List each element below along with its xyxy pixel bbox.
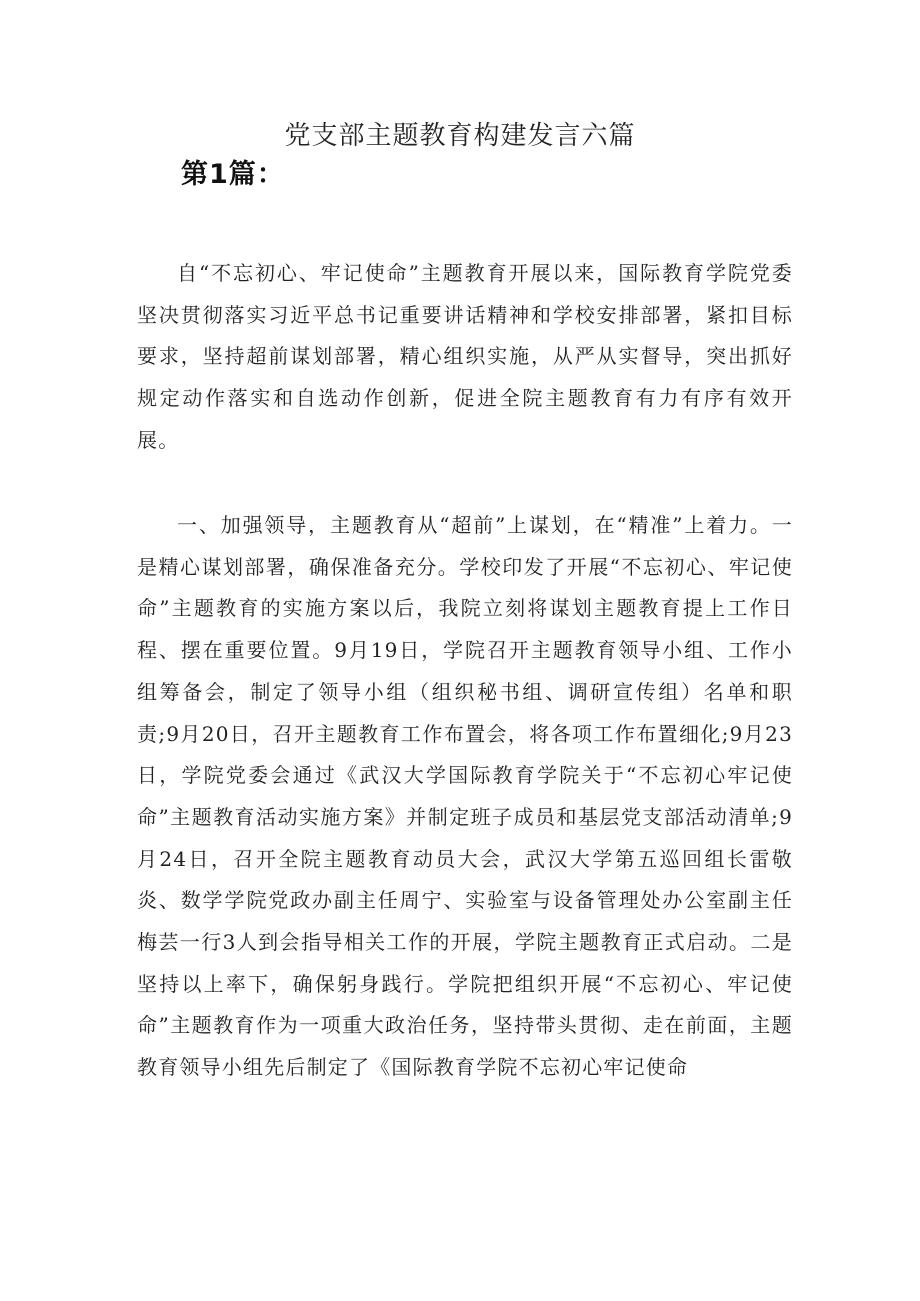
document-title: 党支部主题教育构建发言六篇 [284, 121, 636, 151]
body-paragraph: 自“不忘初心、牢记使命”主题教育开展以来，国际教育学院党委坚决贯彻落实习近平总书记重要讲话精神和学校安排部署，紧扣目标要求，坚持超前谋划部署，精心组织实施，从严从实督导，突出抓好规定动作落实和自选动作创新，促进全院主题教育有力有序有效开展。 [137, 261, 793, 452]
section-heading: 第1篇： [181, 159, 285, 190]
body-paragraph: 一、加强领导，主题教育从“超前”上谋划，在“精准”上着力。一是精心谋划部署，确保准备充分。学校印发了开展“不忘初心、牢记使命”主题教育的实施方案以后，我院立刻将谋划主题教育提上工作日程、摆在重要位置。9月19日，学院召开主题教育领导小组、工作小组筹备会，制定了领导小组（组织秘书组、调研宣传组）名单和职责;9月20日，召开主题教育工作布置会，将各项工作布置细化;9月23日，学院党委会通过《武汉大学国际教育学院关于“不忘初心牢记使命”主题教育活动实施方案》并制定班子成员和基层党支部活动清单;9月24日，召开全院主题教育动员大会，武汉大学第五巡回组长雷敬炎、数学学院党政办副主任周宁、实验室与设备管理处办公室副主任梅芸一行3人到会指导相关工作的开展，学院主题教育正式启动。二是坚持以上率下，确保躬身践行。学院把组织开展“不忘初心、牢记使命”主题教育作为一项重大政治任务，坚持带头贯彻、走在前面，主题教育领导小组先后制定了《国际教育学院不忘初心牢记使命 [137, 513, 793, 1080]
